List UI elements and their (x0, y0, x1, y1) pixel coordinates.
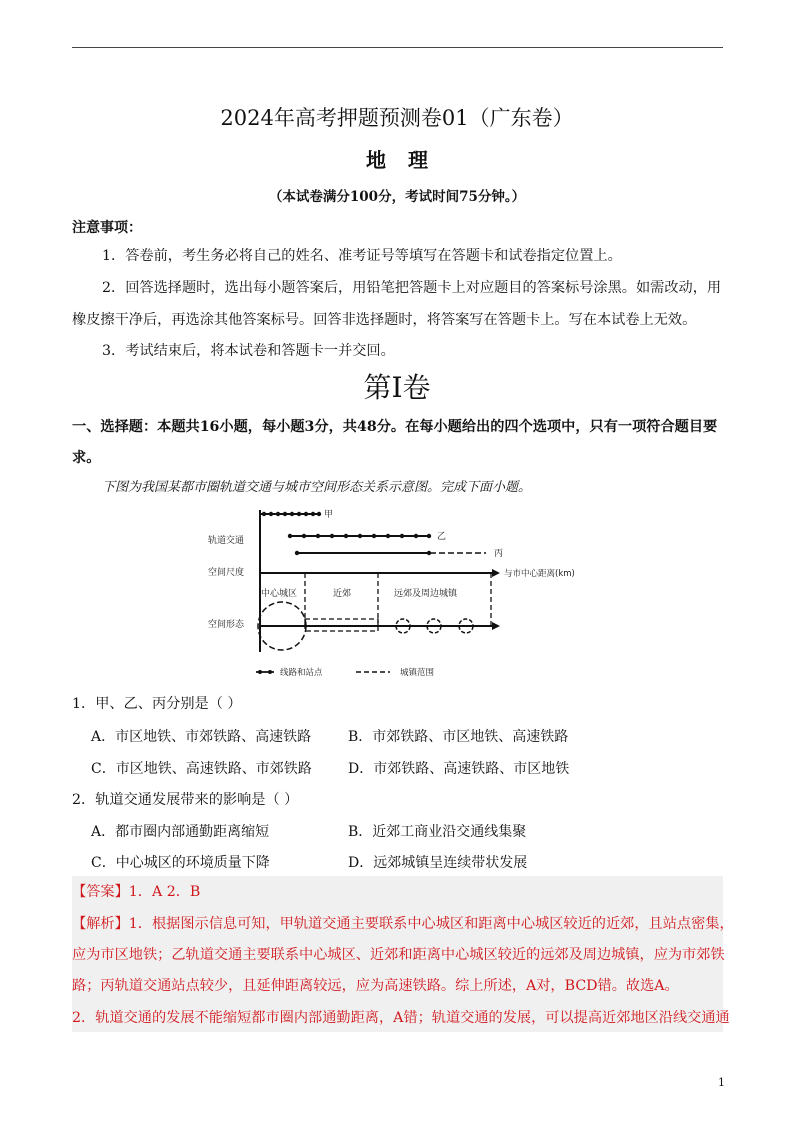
label-bing: 丙 (494, 549, 504, 559)
notice-line-4: 3．考试结束后，将本试卷和答题卡一并交回。 (102, 343, 395, 359)
analysis-line-1: 【解析】1．根据图示信息可知，甲轨道交通主要联系中心城区和距离中心城区较近的近郊，且站点密集， (72, 916, 734, 932)
question-2-option-b: B．近郊工商业沿交通线集聚 (348, 824, 527, 840)
notice-heading: 注意事项： (72, 220, 142, 236)
answer-line: 【答案】1．A 2．B (72, 884, 201, 900)
line-bing (295, 551, 486, 555)
distance-axis-arrow (492, 569, 500, 577)
line-jia (260, 512, 321, 516)
question-1-option-c: C．市区地铁、高速铁路、市郊铁路 (91, 761, 312, 777)
section-title: 一、选择题：本题共16小题，每小题3分，共48分。在每小题给出的四个选项中，只有一项符合题目要求。 (72, 419, 718, 466)
legend-line-label: 线路和站点 (280, 668, 323, 678)
volume-title: 第Ⅰ卷 (363, 371, 431, 404)
question-2-option-c: C．中心城区的环境质量下降 (91, 855, 270, 871)
form-axis-arrow (492, 622, 500, 630)
label-jia: 甲 (324, 510, 334, 520)
line-yi (288, 534, 431, 538)
analysis-line-3: 路；丙轨道交通站点较少，且延伸距离较远，应为高速铁路。综上所述，A对，BCD错。故选A。 (72, 978, 679, 994)
question-2-stem: 2．轨道交通发展带来的影响是（ ） (72, 792, 299, 808)
question-1-option-a: A．市区地铁、市郊铁路、高速铁路 (91, 729, 312, 745)
question-2-option-a: A．都市圈内部通勤距离缩短 (91, 824, 270, 840)
label-zone-center: 中心城区 (261, 589, 298, 599)
legend-line (256, 670, 274, 674)
exam-note: （本试卷满分100分，考试时间75分钟。） (268, 189, 526, 205)
label-rail: 轨道交通 (208, 536, 245, 546)
analysis-line-4: 2．轨道交通的发展不能缩短都市圈内部通勤距离，A错；轨道交通的发展，可以提高近郊地区沿线交通通 (72, 1010, 730, 1026)
question-1-option-b: B．市郊铁路、市区地铁、高速铁路 (348, 729, 569, 745)
notice-line-3: 橡皮擦干净后，再选涂其他答案标号。回答非选择题时，将答案写在答题卡上。写在本试卷上无效。 (72, 312, 697, 328)
analysis-line-2: 应为市区地铁；乙轨道交通主要联系中心城区、近郊和距离中心城区较近的远郊及周边城镇，应为市郊铁 (72, 947, 725, 963)
label-zone-near: 近郊 (333, 589, 352, 599)
question-intro: 下图为我国某都市圈轨道交通与城市空间形态关系示意图。完成下面小题。 (102, 480, 532, 495)
label-yi: 乙 (437, 532, 447, 542)
subject-title: 地理 (366, 148, 450, 172)
page-title: 2024年高考押题预测卷01（广东卷） (220, 106, 574, 130)
legend-range-label: 城镇范围 (400, 668, 435, 678)
label-distance: 与市中心距离(km) (504, 569, 575, 579)
question-1-stem: 1．甲、乙、丙分别是（ ） (72, 696, 242, 712)
notice-line-1: 1．答卷前，考生务必将自己的姓名、准考证号等填写在答题卡和试卷指定位置上。 (102, 248, 622, 264)
notice-line-2: 2．回答选择题时，选出每小题答案后，用铅笔把答题卡上对应题目的答案标号涂黑。如需改动，用 (102, 280, 722, 296)
question-1-option-d: D．市郊铁路、高速铁路、市区地铁 (348, 761, 570, 777)
rail-transit-diagram (204, 502, 604, 682)
page-number: 1 (718, 1076, 725, 1089)
label-form: 空间形态 (208, 620, 245, 630)
question-2-option-d: D．远郊城镇呈连续带状发展 (348, 855, 528, 871)
header-rule (72, 47, 723, 48)
label-zone-far: 远郊及周边城镇 (394, 589, 458, 599)
label-scale: 空间尺度 (208, 568, 245, 578)
